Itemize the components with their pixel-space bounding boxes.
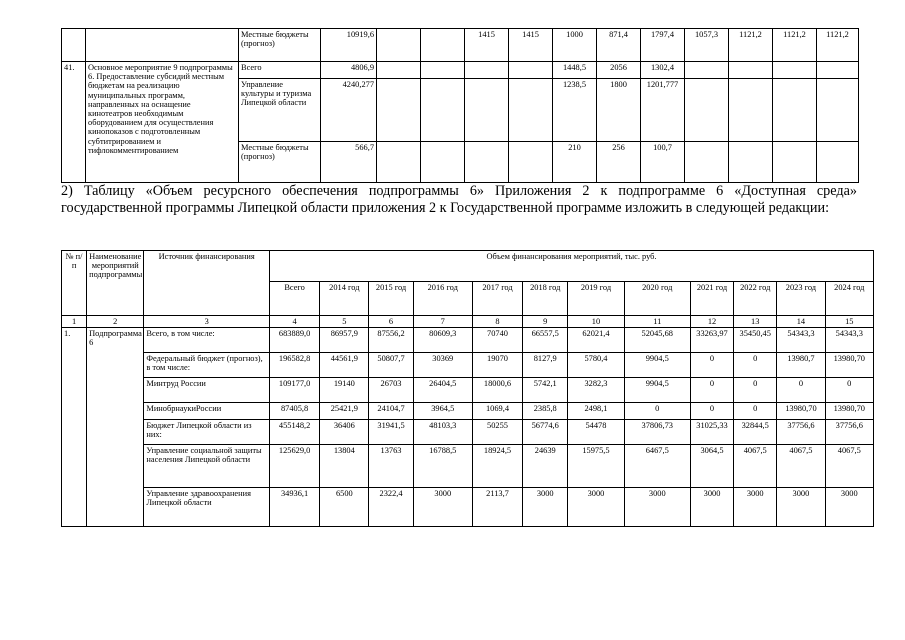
value-cell: 1121,2 (729, 29, 773, 62)
table-row (62, 62, 859, 79)
header-num: № п/п (62, 251, 87, 316)
value-cell: 3000 (690, 488, 733, 527)
value-cell: 1238,5 (553, 79, 597, 142)
value-cell (509, 79, 553, 142)
column-index: 6 (369, 316, 413, 328)
value-cell: 0 (624, 403, 690, 420)
value-cell: 26404,5 (413, 378, 472, 403)
value-cell: 50255 (472, 420, 522, 445)
resource-table-body (62, 328, 874, 527)
value-cell: 1302,4 (641, 62, 685, 79)
value-cell: 5780,4 (568, 353, 624, 378)
value-cell: 0 (690, 353, 733, 378)
value-cell (465, 142, 509, 183)
value-cell: 13980,70 (825, 353, 873, 378)
resource-table (61, 250, 874, 527)
value-cell: 4806,9 (321, 62, 377, 79)
value-cell: 683889,0 (269, 328, 319, 353)
year-header: 2023 год (777, 282, 825, 316)
value-cell (685, 142, 729, 183)
funding-source: Управление здравоохранения Липецкой области (144, 488, 270, 527)
funding-source: Управление социальной защиты населения Липецкой области (144, 445, 270, 488)
value-cell: 210 (553, 142, 597, 183)
value-cell: 1121,2 (773, 29, 817, 62)
table-row (62, 445, 874, 488)
value-cell: 3000 (568, 488, 624, 527)
value-cell: 0 (777, 378, 825, 403)
value-cell: 2056 (597, 62, 641, 79)
measure-name: Основное мероприятие 9 подпрограммы 6. Предоставление субсидий местным бюджетам на реализацию муниципальных программ, направленных на оснащение кинотеатров необходимым оборудованием для осуществления кинопоказов с подготовленным субтитрированием и тифлокомментированием (86, 62, 239, 183)
value-cell: 100,7 (641, 142, 685, 183)
value-cell: 56774,6 (523, 420, 568, 445)
value-cell (377, 79, 421, 142)
value-cell: 4067,5 (825, 445, 873, 488)
funding-source: Местные бюджеты (прогноз) (239, 29, 321, 62)
value-cell: 19140 (320, 378, 369, 403)
value-cell: 1201,777 (641, 79, 685, 142)
value-cell (773, 79, 817, 142)
value-cell: 1000 (553, 29, 597, 62)
value-cell: 32844,5 (734, 420, 777, 445)
value-cell (509, 142, 553, 183)
value-cell: 13980,7 (777, 353, 825, 378)
year-header: Всего (269, 282, 319, 316)
value-cell (421, 79, 465, 142)
value-cell: 5742,1 (523, 378, 568, 403)
value-cell: 33263,97 (690, 328, 733, 353)
value-cell (729, 62, 773, 79)
funding-source: Бюджет Липецкой области из них: (144, 420, 270, 445)
value-cell: 19070 (472, 353, 522, 378)
column-index: 7 (413, 316, 472, 328)
value-cell (509, 62, 553, 79)
measure-name (86, 29, 239, 62)
funding-source: МинобрнаукиРоссии (144, 403, 270, 420)
value-cell: 0 (734, 378, 777, 403)
year-header: 2017 год (472, 282, 522, 316)
value-cell (817, 79, 859, 142)
column-index: 14 (777, 316, 825, 328)
column-index: 13 (734, 316, 777, 328)
value-cell: 62021,4 (568, 328, 624, 353)
value-cell: 50807,7 (369, 353, 413, 378)
value-cell: 16788,5 (413, 445, 472, 488)
column-index: 1 (62, 316, 87, 328)
value-cell: 31025,33 (690, 420, 733, 445)
funding-source: Местные бюджеты (прогноз) (239, 142, 321, 183)
value-cell: 9904,5 (624, 378, 690, 403)
year-header: 2015 год (369, 282, 413, 316)
value-cell: 87556,2 (369, 328, 413, 353)
index-row (62, 316, 874, 328)
value-cell: 36406 (320, 420, 369, 445)
year-header: 2024 год (825, 282, 873, 316)
year-header: 2018 год (523, 282, 568, 316)
column-index: 4 (269, 316, 319, 328)
value-cell: 52045,68 (624, 328, 690, 353)
year-header: 2022 год (734, 282, 777, 316)
funding-source: Всего, в том числе: (144, 328, 270, 353)
table-row (62, 353, 874, 378)
value-cell: 1415 (509, 29, 553, 62)
value-cell: 54343,3 (777, 328, 825, 353)
value-cell: 3064,5 (690, 445, 733, 488)
value-cell: 109177,0 (269, 378, 319, 403)
value-cell: 13980,70 (777, 403, 825, 420)
value-cell (421, 62, 465, 79)
value-cell: 86957,9 (320, 328, 369, 353)
value-cell (817, 62, 859, 79)
top-table-body (62, 29, 859, 183)
top-table (61, 28, 859, 183)
table-row (62, 378, 874, 403)
value-cell: 10919,6 (321, 29, 377, 62)
table-row (62, 488, 874, 527)
value-cell: 26703 (369, 378, 413, 403)
value-cell: 70740 (472, 328, 522, 353)
value-cell: 13804 (320, 445, 369, 488)
value-cell: 80609,3 (413, 328, 472, 353)
header-volume: Объем финансирования мероприятий, тыс. руб. (269, 251, 873, 282)
value-cell: 1057,3 (685, 29, 729, 62)
value-cell: 48103,3 (413, 420, 472, 445)
value-cell: 66557,5 (523, 328, 568, 353)
value-cell (729, 79, 773, 142)
value-cell: 0 (734, 403, 777, 420)
value-cell (773, 62, 817, 79)
value-cell: 6500 (320, 488, 369, 527)
value-cell: 54478 (568, 420, 624, 445)
header-row-1 (62, 251, 874, 282)
value-cell: 8127,9 (523, 353, 568, 378)
value-cell: 3000 (734, 488, 777, 527)
value-cell (773, 142, 817, 183)
value-cell: 1069,4 (472, 403, 522, 420)
year-header: 2014 год (320, 282, 369, 316)
value-cell: 3000 (624, 488, 690, 527)
value-cell: 196582,8 (269, 353, 319, 378)
value-cell: 18000,6 (472, 378, 522, 403)
value-cell: 1797,4 (641, 29, 685, 62)
value-cell (817, 142, 859, 183)
value-cell: 3000 (777, 488, 825, 527)
value-cell (465, 79, 509, 142)
column-index: 8 (472, 316, 522, 328)
funding-source: Управление культуры и туризма Липецкой области (239, 79, 321, 142)
value-cell: 2113,7 (472, 488, 522, 527)
value-cell: 4067,5 (777, 445, 825, 488)
value-cell: 0 (690, 403, 733, 420)
column-index: 10 (568, 316, 624, 328)
value-cell: 87405,8 (269, 403, 319, 420)
row-number: 1. (62, 328, 87, 527)
column-index: 9 (523, 316, 568, 328)
value-cell: 1121,2 (817, 29, 859, 62)
value-cell: 2498,1 (568, 403, 624, 420)
value-cell: 3000 (413, 488, 472, 527)
value-cell (377, 62, 421, 79)
value-cell: 1415 (465, 29, 509, 62)
row-number: 41. (62, 62, 86, 183)
year-header: 2021 год (690, 282, 733, 316)
table-row (62, 420, 874, 445)
value-cell: 0 (825, 378, 873, 403)
value-cell: 37756,6 (777, 420, 825, 445)
value-cell: 125629,0 (269, 445, 319, 488)
value-cell: 30369 (413, 353, 472, 378)
value-cell: 6467,5 (624, 445, 690, 488)
value-cell: 871,4 (597, 29, 641, 62)
header-name: Наименование мероприятий подпрограммы (87, 251, 144, 316)
value-cell: 13980,70 (825, 403, 873, 420)
value-cell: 256 (597, 142, 641, 183)
column-index: 5 (320, 316, 369, 328)
funding-source: Минтруд России (144, 378, 270, 403)
value-cell: 1800 (597, 79, 641, 142)
value-cell: 2385,8 (523, 403, 568, 420)
value-cell (421, 142, 465, 183)
value-cell: 54343,3 (825, 328, 873, 353)
year-header: 2020 год (624, 282, 690, 316)
header-source: Источник финансирования (144, 251, 270, 316)
value-cell: 3000 (825, 488, 873, 527)
table-row (62, 328, 874, 353)
value-cell: 3964,5 (413, 403, 472, 420)
column-index: 3 (144, 316, 270, 328)
value-cell: 37806,73 (624, 420, 690, 445)
value-cell: 24104,7 (369, 403, 413, 420)
year-header: 2019 год (568, 282, 624, 316)
value-cell: 25421,9 (320, 403, 369, 420)
value-cell (377, 29, 421, 62)
value-cell: 4067,5 (734, 445, 777, 488)
value-cell: 35450,45 (734, 328, 777, 353)
value-cell (465, 62, 509, 79)
table-row (62, 403, 874, 420)
value-cell: 15975,5 (568, 445, 624, 488)
value-cell (685, 62, 729, 79)
table-row (62, 29, 859, 62)
row-number (62, 29, 86, 62)
value-cell: 455148,2 (269, 420, 319, 445)
value-cell (729, 142, 773, 183)
value-cell (421, 29, 465, 62)
measure-name: Подпрограмма 6 (87, 328, 144, 527)
value-cell: 3000 (523, 488, 568, 527)
value-cell: 18924,5 (472, 445, 522, 488)
value-cell: 24639 (523, 445, 568, 488)
column-index: 11 (624, 316, 690, 328)
value-cell: 566,7 (321, 142, 377, 183)
value-cell: 37756,6 (825, 420, 873, 445)
value-cell: 0 (690, 378, 733, 403)
value-cell: 9904,5 (624, 353, 690, 378)
value-cell: 4240,277 (321, 79, 377, 142)
column-index: 12 (690, 316, 733, 328)
value-cell: 1448,5 (553, 62, 597, 79)
instruction-paragraph: 2) Таблицу «Объем ресурсного обеспечения подпрограммы 6» Приложения 2 к подпрограмме 6 «Доступная среда» государственной программы Липецкой области приложения 2 к Государственной программе изложить в следующей редакции: (61, 183, 857, 217)
value-cell: 44561,9 (320, 353, 369, 378)
column-index: 2 (87, 316, 144, 328)
value-cell: 34936,1 (269, 488, 319, 527)
value-cell: 3282,3 (568, 378, 624, 403)
funding-source: Федеральный бюджет (прогноз), в том числе: (144, 353, 270, 378)
funding-source: Всего (239, 62, 321, 79)
value-cell: 0 (734, 353, 777, 378)
value-cell: 13763 (369, 445, 413, 488)
column-index: 15 (825, 316, 873, 328)
value-cell: 2322,4 (369, 488, 413, 527)
value-cell (377, 142, 421, 183)
value-cell (685, 79, 729, 142)
value-cell: 31941,5 (369, 420, 413, 445)
year-header: 2016 год (413, 282, 472, 316)
